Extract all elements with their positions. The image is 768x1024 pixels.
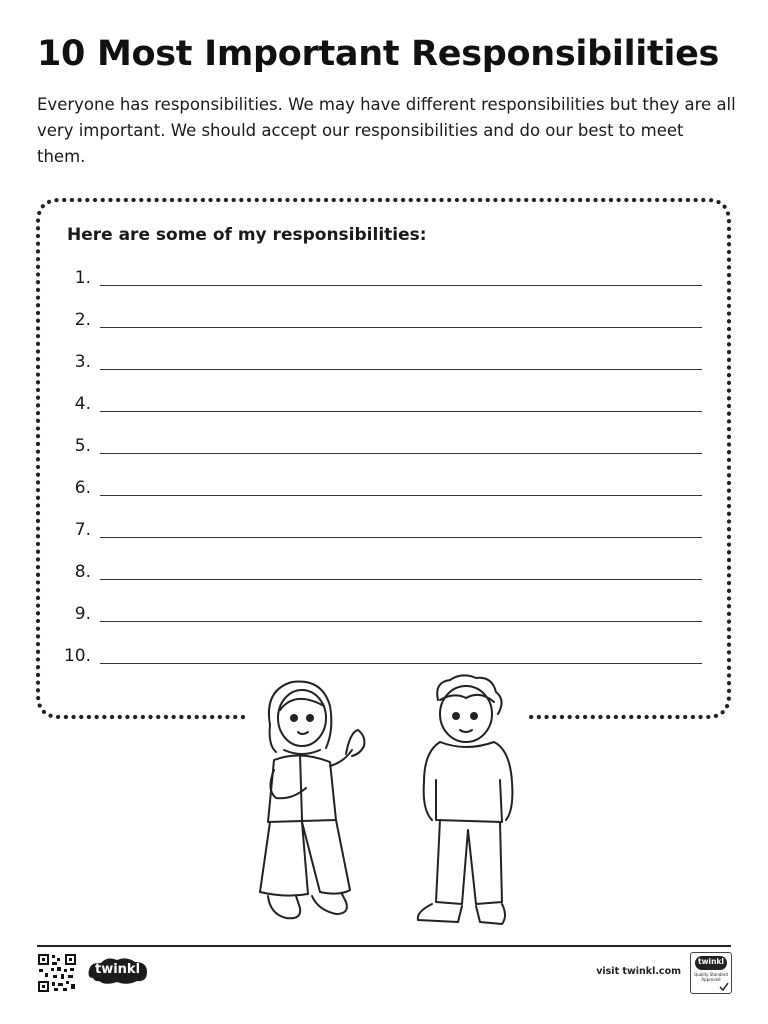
responsibility-line[interactable] (60, 432, 702, 456)
line-number: 9. (74, 604, 91, 624)
responsibility-line[interactable] (60, 642, 702, 666)
writing-line[interactable] (100, 621, 702, 622)
girl-figure (260, 682, 364, 919)
line-number: 2. (74, 310, 91, 330)
writing-line[interactable] (100, 579, 702, 580)
responsibility-line[interactable] (60, 474, 702, 498)
writing-line[interactable] (100, 285, 702, 286)
writing-line[interactable] (100, 663, 702, 664)
writing-line[interactable] (100, 537, 702, 538)
writing-line[interactable] (100, 411, 702, 412)
line-number: 5. (74, 436, 91, 456)
line-number: 10. (63, 646, 91, 666)
line-number: 8. (74, 562, 91, 582)
intro-paragraph: Everyone has responsibilities. We may have different responsibilities but they are all very important. We should accept our responsibilities and do our best to meet them. (37, 95, 736, 166)
writing-line[interactable] (100, 369, 702, 370)
responsibility-line[interactable] (60, 390, 702, 414)
responsibility-line[interactable] (60, 306, 702, 330)
writing-line[interactable] (100, 327, 702, 328)
responsibility-line[interactable] (60, 348, 702, 372)
footer-divider (37, 945, 731, 947)
responsibility-line[interactable] (60, 516, 702, 540)
visit-link[interactable]: visit twinkl.com (596, 966, 681, 977)
responsibility-line[interactable] (60, 264, 702, 288)
badge-text: Quality Standard Approved (694, 972, 728, 982)
responsibilities-heading: Here are some of my responsibilities: (67, 225, 427, 245)
boy-figure (418, 675, 513, 924)
line-number: 3. (74, 352, 91, 372)
responsibility-line[interactable] (60, 600, 702, 624)
quality-standard-badge (690, 952, 732, 994)
line-number: 1. (74, 268, 91, 288)
line-number: 4. (74, 394, 91, 414)
writing-line[interactable] (100, 453, 702, 454)
badge-logo (695, 956, 727, 970)
check-icon (719, 982, 729, 991)
responsibility-line[interactable] (60, 558, 702, 582)
page-title: 10 Most Important Responsibilities (37, 34, 720, 74)
qr-code-icon (37, 953, 77, 993)
twinkl-logo-text: twinkl (95, 962, 141, 977)
badge-logo-text: twinkl (698, 957, 724, 966)
line-number: 6. (74, 478, 91, 498)
two-children-illustration (240, 670, 530, 940)
writing-line[interactable] (100, 495, 702, 496)
line-number: 7. (74, 520, 91, 540)
